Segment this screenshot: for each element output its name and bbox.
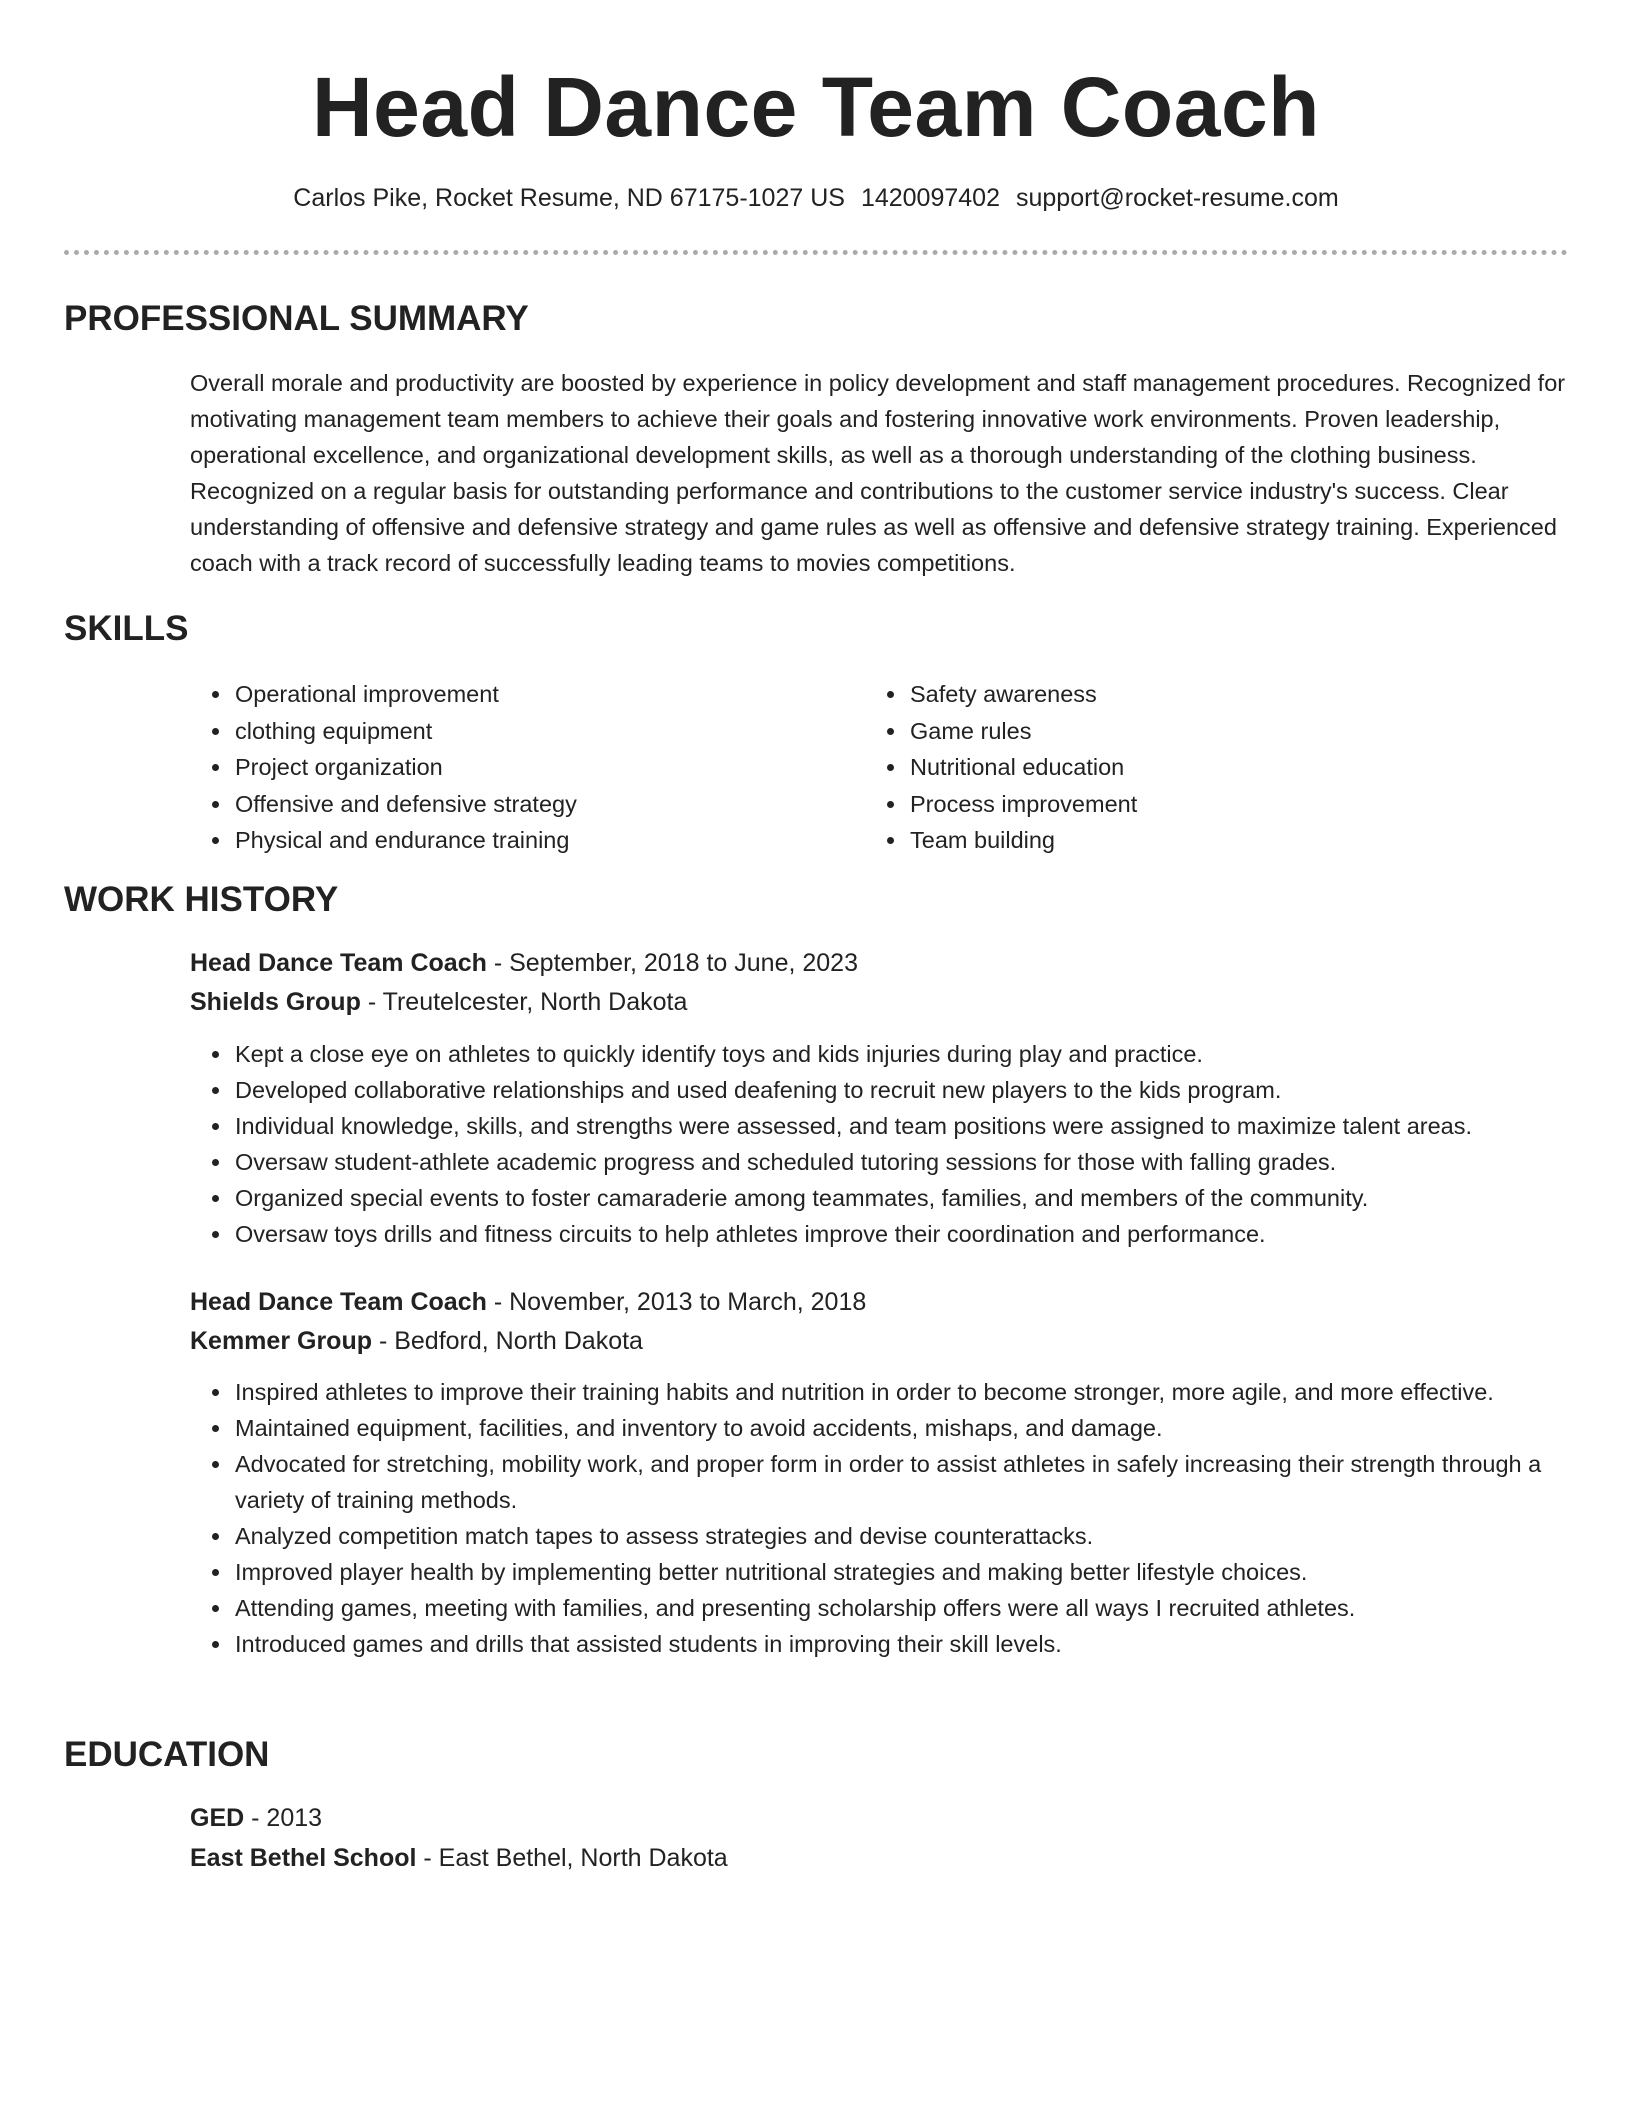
job-company: Shields Group [190,988,361,1016]
list-item: • Kept a close eye on athletes to quickly identify toys and kids injuries during play and practice. [233,1036,1613,1072]
education-degree: GED [190,1804,245,1832]
list-item: • Oversaw toys drills and fitness circuits to help athletes improve their coordination and performance. [233,1216,1613,1252]
summary-heading: PROFESSIONAL SUMMARY [64,299,529,338]
list-item: • Inspired athletes to improve their training habits and nutrition in order to become stronger, more agile, and more effective. [233,1374,1613,1410]
job-location: - Bedford, North Dakota [378,1327,643,1355]
skills-list-left [190,676,577,859]
summary-text: Overall morale and productivity are boosted by experience in policy development and staff management procedures. Recognized for motivating management team members to achieve their goals and fostering innovative work environments. Proven leadership, operational excellence, and organizational development skills, as well as a thorough understanding of the clothing business. Recognized on a regular basis for outstanding performance and contributions to the customer service industry's success. Clear understanding of offensive and defensive strategy and game rules as well as offensive and defensive strategy training. Experienced coach with a track record of successfully leading teams to movies competitions. [190,370,1566,576]
job-title: Head Dance Team Coach [190,949,487,977]
skill-item: • Team building [908,822,1137,859]
job-bullets [190,1036,1613,1252]
education-school-line [190,1840,728,1876]
education-school: East Bethel School [190,1844,417,1872]
skill-item: • Operational improvement [233,676,577,713]
contact-address: Carlos Pike, Rocket Resume, ND 67175-1027 US [293,184,845,212]
skill-item: • Game rules [908,713,1137,750]
education-heading: EDUCATION [64,1735,270,1774]
work-heading: WORK HISTORY [64,880,339,919]
list-item: • Developed collaborative relationships and used deafening to recruit new players to the kids program. [233,1072,1613,1108]
skills-heading: SKILLS [64,609,189,648]
skill-item: • Offensive and defensive strategy [233,786,577,823]
job-dates: - September, 2018 to June, 2023 [493,949,858,977]
header-divider [64,250,1568,255]
skills-list-right [865,676,1137,859]
list-item: • Introduced games and drills that assisted students in improving their skill levels. [233,1626,1613,1662]
job-title-line [190,1284,866,1320]
job-title: Head Dance Team Coach [190,1288,487,1316]
list-item: • Attending games, meeting with families, and presenting scholarship offers were all ways I recruited athletes. [233,1590,1613,1626]
job-company: Kemmer Group [190,1327,372,1355]
skill-item: • Project organization [233,749,577,786]
list-item: • Advocated for stretching, mobility work, and proper form in order to assist athletes in safely increasing their strength through a variety of training methods. [233,1446,1613,1518]
list-item: • Maintained equipment, facilities, and inventory to avoid accidents, mishaps, and damage. [233,1410,1613,1446]
skill-item: • clothing equipment [233,713,577,750]
skill-item: • Nutritional education [908,749,1137,786]
list-item: • Oversaw student-athlete academic progress and scheduled tutoring sessions for those with falling grades. [233,1144,1613,1180]
job-bullets [190,1374,1613,1662]
job-company-line [190,984,687,1020]
resume-title: Head Dance Team Coach [312,60,1320,154]
job-dates: - November, 2013 to March, 2018 [493,1288,867,1316]
skill-item: • Process improvement [908,786,1137,823]
job-company-line [190,1323,643,1359]
education-location: - East Bethel, North Dakota [423,1844,728,1872]
list-item: • Individual knowledge, skills, and strengths were assessed, and team positions were assigned to maximize talent areas. [233,1108,1613,1144]
list-item: • Analyzed competition match tapes to assess strategies and devise counterattacks. [233,1518,1613,1554]
list-item: • Organized special events to foster camaraderie among teammates, families, and members of the community. [233,1180,1613,1216]
job-title-line [190,945,858,981]
contact-email[interactable]: support@rocket-resume.com [1015,184,1339,212]
contact-line [0,180,1632,216]
list-item: • Improved player health by implementing better nutritional strategies and making better lifestyle choices. [233,1554,1613,1590]
education-degree-line [190,1800,322,1836]
education-year: - 2013 [251,1804,323,1832]
contact-phone: 1420097402 [860,184,1000,212]
job-location: - Treutelcester, North Dakota [367,988,688,1016]
skill-item: • Safety awareness [908,676,1137,713]
skill-item: • Physical and endurance training [233,822,577,859]
